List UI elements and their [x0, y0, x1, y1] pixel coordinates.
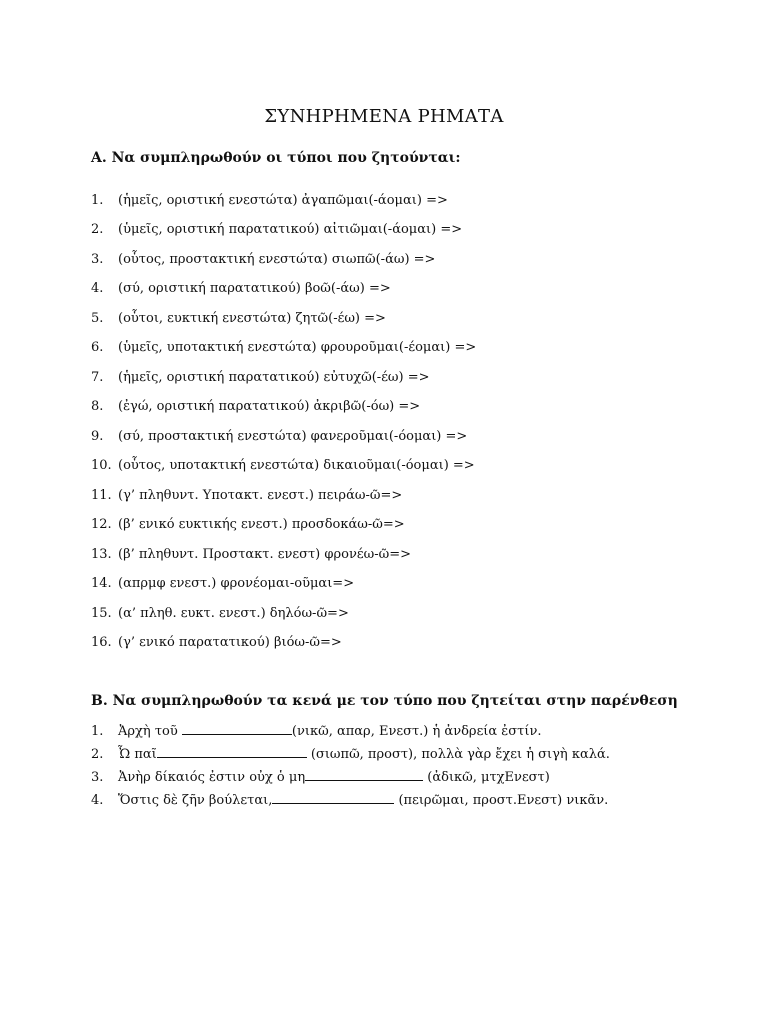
item-text: (ὑμεῖς, υποτακτική ενεστώτα) φρουροῦμαι(-έομαι) => — [118, 340, 477, 355]
item-number: 7. — [91, 370, 104, 385]
list-item — [91, 281, 391, 301]
item-number: 4. — [91, 281, 104, 296]
fill-in-blank — [182, 722, 292, 735]
item-text: (οὗτος, προστακτική ενεστώτα) σιωπῶ(-άω) => — [118, 252, 436, 267]
item-number: 4. — [91, 793, 104, 808]
item-text: (α’ πληθ. ευκτ. ενεστ.) δηλόω-ῶ=> — [118, 606, 349, 621]
sentence-before: Ὅστις δὲ ζῆν βούλεται, — [118, 793, 273, 808]
item-number: 2. — [91, 747, 104, 762]
list-item — [91, 791, 608, 811]
page-title: ΣΥΝΗΡΗΜΕΝΑ ΡΗΜΑΤΑ — [264, 106, 504, 127]
sentence-before: Ἀρχὴ τοῦ — [118, 724, 182, 739]
list-item — [91, 745, 610, 765]
list-item — [91, 635, 342, 655]
list-item — [91, 429, 467, 449]
item-number: 10. — [91, 458, 112, 473]
item-text: (σύ, προστακτική ενεστώτα) φανεροῦμαι(-όομαι) => — [118, 429, 468, 444]
item-number: 1. — [91, 193, 104, 208]
item-number: 3. — [91, 252, 104, 267]
item-number: 12. — [91, 517, 112, 532]
section-a-heading: Α. Να συμπληρωθούν οι τύποι που ζητούνται: — [91, 150, 461, 166]
item-text: (σύ, οριστική παρατατικού) βοῶ(-άω) => — [118, 281, 391, 296]
item-text: (ἐγώ, οριστική παρατατικού) ἀκριβῶ(-όω) => — [118, 399, 421, 414]
sentence-before: Ὦ παῖ — [118, 747, 157, 762]
list-item — [91, 311, 386, 331]
item-text: (γ’ ενικό παρατατικού) βιόω-ῶ=> — [118, 635, 342, 650]
list-item — [91, 488, 402, 508]
list-item — [91, 458, 475, 478]
item-text: (απρμφ ενεστ.) φρονέομαι-οῦμαι=> — [118, 576, 355, 591]
fill-in-blank — [157, 745, 307, 758]
item-number: 6. — [91, 340, 104, 355]
item-text: (οὗτος, υποτακτική ενεστώτα) δικαιοῦμαι(-όομαι) => — [118, 458, 475, 473]
item-number: 5. — [91, 311, 104, 326]
list-item — [91, 399, 420, 419]
item-number: 2. — [91, 222, 104, 237]
item-text: (ἡμεῖς, οριστική παρατατικού) εὐτυχῶ(-έω) => — [118, 370, 430, 385]
list-item — [91, 370, 430, 390]
sentence-after: (ἀδικῶ, μτχΕνεστ) — [423, 770, 550, 785]
item-number: 8. — [91, 399, 104, 414]
item-text: (β’ ενικό ευκτικής ενεστ.) προσδοκάω-ῶ=> — [118, 517, 405, 532]
item-number: 3. — [91, 770, 104, 785]
sentence-after: (σιωπῶ, προστ), πολλὰ γὰρ ἔχει ἡ σιγὴ καλά. — [306, 747, 610, 762]
list-item — [91, 252, 435, 272]
list-item — [91, 193, 448, 213]
list-item — [91, 340, 476, 360]
item-number: 14. — [91, 576, 112, 591]
sentence-after: (πειρῶμαι, προστ.Ενεστ) νικᾶν. — [394, 793, 609, 808]
fill-in-blank — [272, 791, 394, 804]
list-item — [91, 222, 462, 242]
item-number: 9. — [91, 429, 104, 444]
item-number: 13. — [91, 547, 112, 562]
list-item — [91, 768, 550, 788]
list-item — [91, 547, 411, 567]
item-text: (ὑμεῖς, οριστική παρατατικού) αἰτιῶμαι(-άομαι) => — [118, 222, 463, 237]
item-number: 11. — [91, 488, 112, 503]
item-text: (β’ πληθυντ. Προστακτ. ενεστ) φρονέω-ῶ=> — [118, 547, 411, 562]
sentence-before: Ἀνὴρ δίκαιός ἐστιν οὐχ ὁ μη — [118, 770, 306, 785]
list-item — [91, 722, 541, 742]
list-item — [91, 606, 349, 626]
section-b-heading: Β. Να συμπληρωθούν τα κενά με τον τύπο που ζητείται στην παρένθεση — [91, 693, 678, 709]
item-number: 15. — [91, 606, 112, 621]
list-item — [91, 576, 354, 596]
fill-in-blank — [305, 768, 423, 781]
list-item — [91, 517, 405, 537]
item-text: (ἡμεῖς, οριστική ενεστώτα) ἀγαπῶμαι(-άομαι) => — [118, 193, 448, 208]
item-text: (γ’ πληθυντ. Υποτακτ. ενεστ.) πειράω-ῶ=> — [118, 488, 403, 503]
item-number: 16. — [91, 635, 112, 650]
sentence-after: (νικῶ, απαρ, Ενεστ.) ἡ ἀνδρεία ἐστίν. — [291, 724, 542, 739]
item-text: (οὗτοι, ευκτική ενεστώτα) ζητῶ(-έω) => — [118, 311, 386, 326]
item-number: 1. — [91, 724, 104, 739]
